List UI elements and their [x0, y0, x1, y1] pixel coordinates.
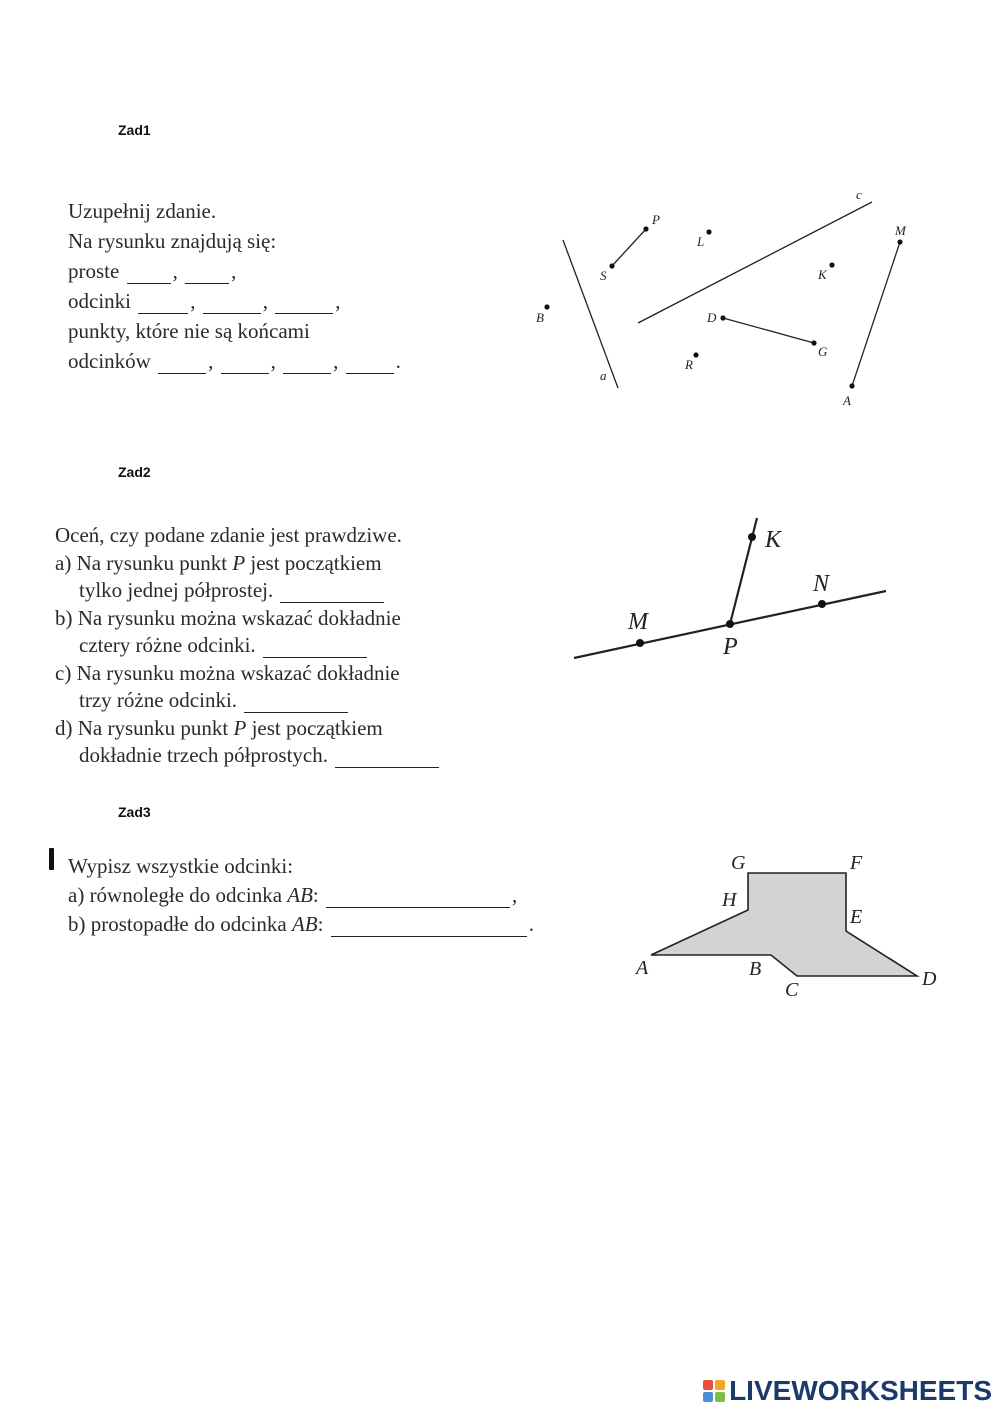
period: . — [395, 349, 401, 373]
text: a) Na rysunku punkt — [55, 550, 228, 575]
text: dokładnie trzech półprostych. — [79, 743, 329, 767]
text: cztery różne odcinki. — [79, 633, 256, 657]
point-symbol: P — [232, 550, 246, 575]
task2-line-intro: Oceń, czy podane zdanie jest prawdziwe. — [55, 523, 402, 547]
text: tylko jednej półprostej. — [79, 578, 274, 602]
vertex-label-c: C — [785, 979, 799, 1001]
task1-line-1: Uzupełnij zdanie. — [68, 199, 217, 223]
liveworksheets-brand[interactable] — [703, 1375, 992, 1407]
point-label-d: D — [707, 310, 717, 325]
point-label-n: N — [813, 571, 830, 597]
logo-cell-orange — [715, 1380, 725, 1390]
colon: : — [317, 912, 324, 936]
logo-cell-blue — [703, 1392, 713, 1402]
vertex-label-d: D — [922, 968, 937, 990]
vertex-label-f: F — [850, 852, 863, 874]
brand-logo-icon — [703, 1380, 725, 1402]
point-label-p: P — [723, 634, 738, 660]
comma: , — [262, 289, 268, 313]
task2-line-c1: c) Na rysunku można wskazać dokładnie — [55, 660, 400, 685]
task1-line-2: Na rysunku znajdują się: — [68, 229, 277, 253]
text: b) prostopadłe do odcinka — [68, 912, 287, 936]
polygon-shape — [651, 873, 917, 976]
segment-symbol: AB — [291, 912, 318, 936]
vertex-label-e: E — [850, 906, 863, 928]
point-label-k: K — [818, 267, 827, 282]
point-symbol: P — [233, 715, 247, 740]
line-label-a: a — [600, 368, 607, 383]
period: . — [528, 912, 534, 936]
segment-symbol: AB — [287, 883, 313, 907]
point-label-m: M — [895, 223, 906, 238]
point-label-b: B — [536, 310, 544, 325]
comma: , — [335, 289, 341, 313]
comma: , — [512, 883, 518, 907]
task2-label: Zad2 — [118, 464, 151, 480]
colon: : — [312, 883, 319, 907]
text: a) równoległe do odcinka — [68, 883, 283, 907]
task1-line-5: punkty, które nie są końcami — [68, 319, 310, 343]
point-label-r: R — [685, 357, 693, 372]
task1-label-points: odcinków — [68, 349, 151, 373]
comma: , — [270, 349, 276, 373]
task1-label-lines: proste — [68, 259, 120, 283]
comma: , — [172, 259, 178, 283]
line-label-c: c — [856, 187, 862, 202]
point-label-g: G — [818, 344, 828, 359]
text: jest początkiem — [251, 715, 383, 740]
logo-cell-green — [715, 1392, 725, 1402]
task3-label: Zad3 — [118, 804, 151, 820]
task3-line-intro: Wypisz wszystkie odcinki: — [68, 854, 294, 878]
comma: , — [333, 349, 339, 373]
comma: , — [231, 259, 237, 283]
point-label-k: K — [765, 527, 782, 553]
task1-label-segments: odcinki — [68, 289, 131, 313]
vertex-label-h: H — [722, 889, 737, 911]
point-label-a: A — [843, 393, 851, 408]
text: trzy różne odcinki. — [79, 688, 238, 712]
vertex-label-b: B — [749, 958, 762, 980]
text: d) Na rysunku punkt — [55, 715, 229, 740]
task1-label: Zad1 — [118, 122, 151, 138]
brand-text-worksheets: WORKSHEETS — [791, 1375, 992, 1406]
vertex-label-a: A — [636, 957, 649, 979]
point-label-p: P — [652, 212, 660, 227]
text: jest początkiem — [250, 550, 382, 575]
logo-cell-red — [703, 1380, 713, 1390]
vertex-label-g: G — [731, 852, 746, 874]
brand-text-live: LIVE — [729, 1375, 792, 1406]
comma: , — [208, 349, 214, 373]
point-label-l: L — [697, 234, 705, 249]
point-label-m: M — [628, 609, 648, 635]
point-label-s: S — [600, 268, 607, 283]
comma: , — [190, 289, 196, 313]
task2-line-b1: b) Na rysunku można wskazać dokładnie — [55, 605, 401, 630]
